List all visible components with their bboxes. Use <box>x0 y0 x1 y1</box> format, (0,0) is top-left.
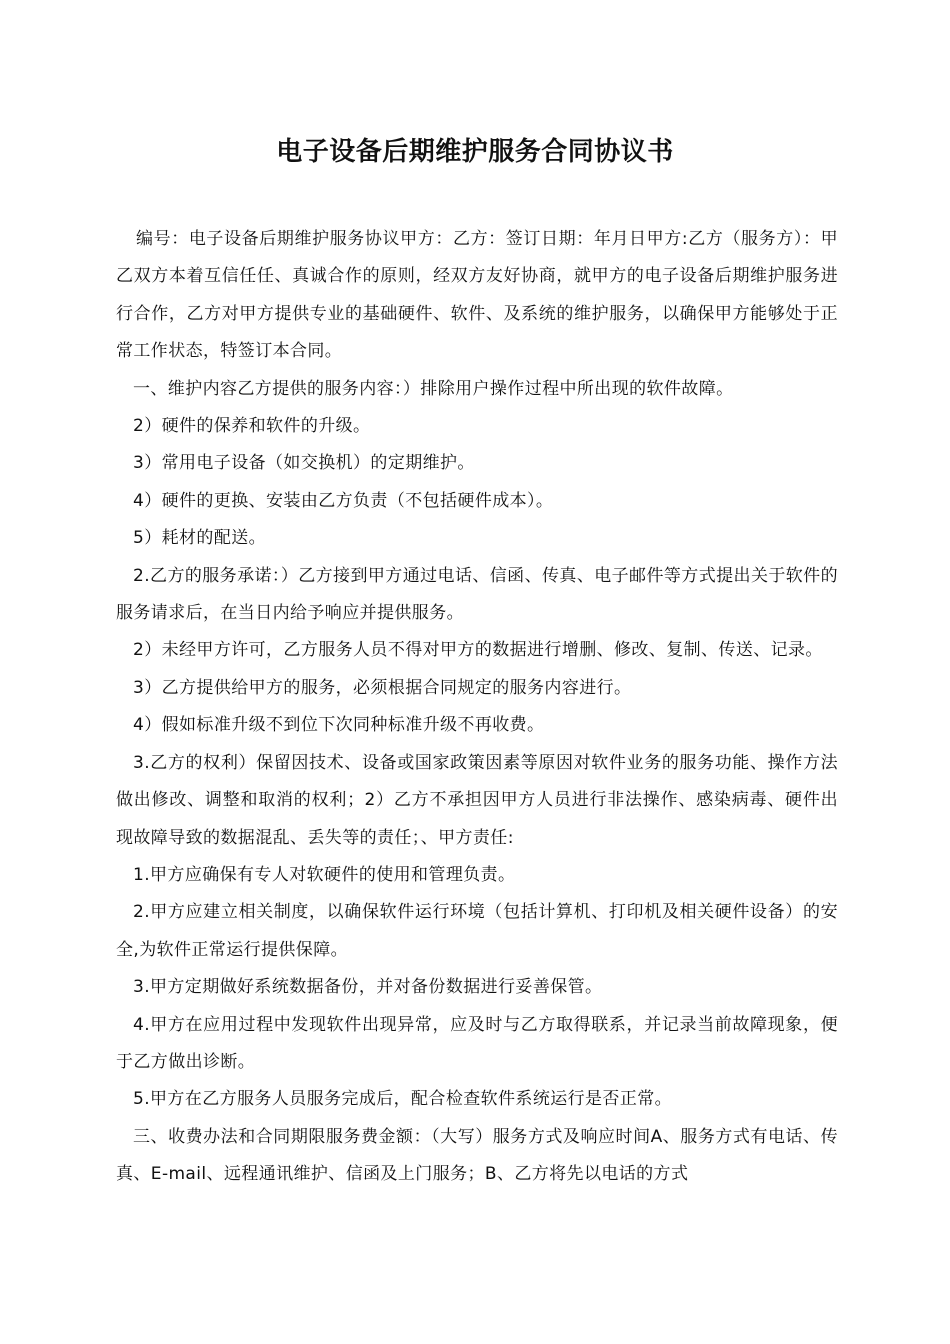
paragraph-item: 2）硬件的保养和软件的升级。 <box>133 416 371 437</box>
paragraph-item: 3）常用电子设备（如交换机）的定期维护。 <box>133 453 475 474</box>
paragraph-item: 4）假如标准升级不到位下次同种标准升级不再收费。 <box>133 715 545 736</box>
paragraph-item: 2.甲方应建立相关制度，以确保软件运行环境（包括计算机、打印机及相关硬件设备）的安全,为软件正常运行提供保障。 <box>116 902 838 960</box>
paragraph-item: 1.甲方应确保有专人对软硬件的使用和管理负责。 <box>133 864 516 885</box>
paragraph-item: 3.甲方定期做好系统数据备份，并对备份数据进行妥善保管。 <box>133 977 603 998</box>
paragraph-item: 2）未经甲方许可，乙方服务人员不得对甲方的数据进行增删、修改、复制、传送、记录。 <box>133 640 823 661</box>
document-title: 电子设备后期维护服务合同协议书 <box>276 137 674 167</box>
paragraph-item: 3）乙方提供给甲方的服务，必须根据合同规定的服务内容进行。 <box>133 677 632 698</box>
paragraph-preamble: 编号：电子设备后期维护服务协议甲方：乙方：签订日期：年月日甲方:乙方（服务方）：甲乙双方本着互信任任、真诚合作的原则，经双方友好协商，就甲方的电子设备后期维护服务进行合作，乙方对甲方提供专业的基础硬件、软件、及系统的维护服务，以确保甲方能够处于正常工作状态，特签订本合同。 <box>116 229 838 362</box>
paragraph-section-1-heading: 一、维护内容乙方提供的服务内容：）排除用户操作过程中所出现的软件故障。 <box>133 378 734 399</box>
document-body <box>116 221 838 1194</box>
paragraph-party-b-rights: 3.乙方的权利）保留因技术、设备或国家政策因素等原因对软件业务的服务功能、操作方法做出修改、调整和取消的权利；2）乙方不承担因甲方人员进行非法操作、感染病毒、硬件出现故障导致的数据混乱、丢失等的责任；、甲方责任: <box>116 752 838 848</box>
paragraph-item: 5）耗材的配送。 <box>133 528 267 549</box>
paragraph-section-3-fees: 三、收费办法和合同期限服务费金额：（大写）服务方式及响应时间A、服务方式有电话、传真、E-mail、远程通讯维护、信函及上门服务；B、乙方将先以电话的方式 <box>116 1126 838 1185</box>
paragraph-item: 5.甲方在乙方服务人员服务完成后，配合检查软件系统运行是否正常。 <box>133 1089 673 1110</box>
paragraph-item: 4）硬件的更换、安装由乙方负责（不包括硬件成本）。 <box>133 490 554 511</box>
paragraph-item: 4.甲方在应用过程中发现软件出现异常，应及时与乙方取得联系，并记录当前故障现象，便于乙方做出诊断。 <box>116 1014 838 1072</box>
paragraph-service-commitment: 2.乙方的服务承诺：）乙方接到甲方通过电话、信函、传真、电子邮件等方式提出关于软件的服务请求后，在当日内给予响应并提供服务。 <box>116 565 838 624</box>
